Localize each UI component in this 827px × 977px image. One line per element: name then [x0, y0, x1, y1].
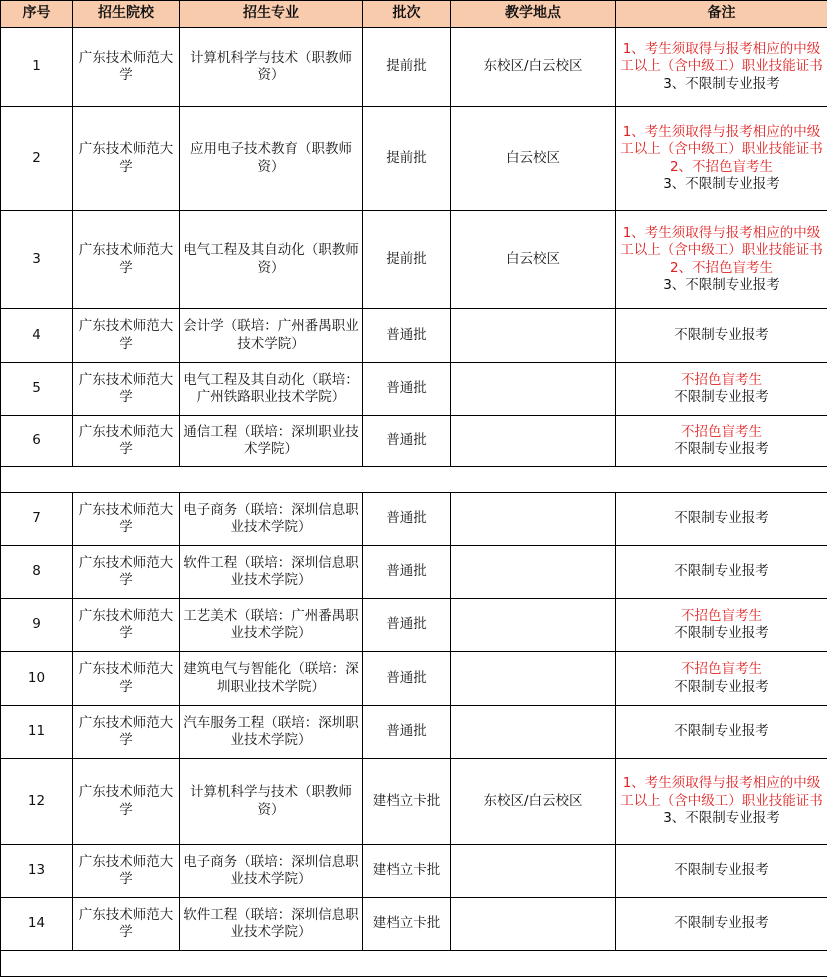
note-line: 不限制专业报考 [674, 326, 769, 343]
note-line: 不限制专业报考 [674, 563, 769, 580]
batch-cell: 普通批 [363, 416, 451, 467]
table-row [1, 599, 827, 652]
note-line: 2、不招色盲考生 [669, 158, 774, 175]
major-cell: 计算机科学与技术（职教师资） [180, 28, 363, 107]
batch-cell: 普通批 [363, 546, 451, 599]
table-row [1, 759, 827, 845]
notes-cell [616, 652, 827, 706]
table-row [1, 107, 827, 211]
note-line: 不限制专业报考 [674, 625, 769, 641]
major-cell: 工艺美术（联培：广州番禺职业技术学院） [180, 599, 363, 652]
school-cell: 广东技术师范大学 [73, 599, 180, 652]
notes-cell [616, 107, 827, 211]
location-cell: 东校区/白云校区 [451, 28, 616, 107]
empty-cell [1, 951, 827, 977]
table-row [1, 28, 827, 107]
note-line: 1、考生须取得与报考相应的中级工以上（含中级工）职业技能证书 [620, 775, 823, 809]
row-number: 5 [1, 363, 73, 416]
notes-cell [616, 759, 827, 845]
location-cell [451, 493, 616, 546]
note-line: 不限制专业报考 [674, 678, 769, 695]
row-number: 1 [1, 28, 73, 107]
notes-cell [616, 416, 827, 467]
major-cell: 电子商务（联培：深圳信息职业技术学院） [180, 493, 363, 546]
batch-cell: 普通批 [363, 363, 451, 416]
batch-cell: 提前批 [363, 28, 451, 107]
batch-cell: 普通批 [363, 309, 451, 363]
school-cell: 广东技术师范大学 [73, 211, 180, 309]
major-cell: 软件工程（联培：深圳信息职业技术学院） [180, 898, 363, 951]
major-cell: 建筑电气与智能化（联培：深圳职业技术学院） [180, 652, 363, 706]
notes-cell [616, 493, 827, 546]
notes-cell [616, 28, 827, 107]
row-number: 3 [1, 211, 73, 309]
major-cell: 会计学（联培：广州番禺职业技术学院） [180, 309, 363, 363]
major-cell: 电气工程及其自动化（联培：广州铁路职业技术学院） [180, 363, 363, 416]
school-cell: 广东技术师范大学 [73, 546, 180, 599]
school-cell: 广东技术师范大学 [73, 493, 180, 546]
note-line: 不招色盲考生 [681, 371, 762, 388]
note-line: 不招色盲考生 [681, 607, 762, 624]
row-number: 9 [1, 599, 73, 652]
batch-cell: 建档立卡批 [363, 759, 451, 845]
major-cell: 汽车服务工程（联培：深圳职业技术学院） [180, 706, 363, 759]
batch-cell: 提前批 [363, 211, 451, 309]
table-row [1, 706, 827, 759]
note-line: 1、考生须取得与报考相应的中级工以上（含中级工）职业技能证书 [620, 40, 823, 75]
notes-cell [616, 599, 827, 652]
major-cell: 电气工程及其自动化（职教师资） [180, 211, 363, 309]
batch-cell: 普通批 [363, 493, 451, 546]
table-row [1, 309, 827, 363]
note-line: 3、不限制专业报考 [663, 176, 780, 192]
header-no: 序号 [1, 1, 73, 28]
row-number: 10 [1, 652, 73, 706]
table-row [1, 652, 827, 706]
note-line: 2、不招色盲考生 [669, 259, 774, 276]
batch-cell: 建档立卡批 [363, 898, 451, 951]
location-cell [451, 706, 616, 759]
table-row [1, 898, 827, 951]
notes-cell [616, 898, 827, 951]
location-cell [451, 599, 616, 652]
school-cell: 广东技术师范大学 [73, 898, 180, 951]
header-school: 招生院校 [73, 1, 180, 28]
table-row [1, 845, 827, 898]
major-cell: 电子商务（联培：深圳信息职业技术学院） [180, 845, 363, 898]
notes-cell [616, 546, 827, 599]
note-line: 1、考生须取得与报考相应的中级工以上（含中级工）职业技能证书 [620, 224, 823, 258]
note-line: 不限制专业报考 [674, 389, 769, 405]
notes-cell [616, 706, 827, 759]
header-major: 招生专业 [180, 1, 363, 28]
major-cell: 软件工程（联培：深圳信息职业技术学院） [180, 546, 363, 599]
header-batch: 批次 [363, 1, 451, 28]
note-line: 3、不限制专业报考 [663, 277, 780, 293]
location-cell [451, 309, 616, 363]
row-number: 4 [1, 309, 73, 363]
school-cell: 广东技术师范大学 [73, 759, 180, 845]
school-cell: 广东技术师范大学 [73, 309, 180, 363]
header-notes: 备注 [616, 1, 827, 28]
note-line: 不招色盲考生 [681, 661, 762, 677]
table-row [1, 416, 827, 467]
notes-cell [616, 845, 827, 898]
location-cell [451, 416, 616, 467]
notes-cell [616, 363, 827, 416]
table-row [1, 546, 827, 599]
location-cell [451, 652, 616, 706]
location-cell [451, 898, 616, 951]
location-cell [451, 546, 616, 599]
row-number: 7 [1, 493, 73, 546]
batch-cell: 普通批 [363, 599, 451, 652]
row-number: 12 [1, 759, 73, 845]
table-row [1, 493, 827, 546]
row-number: 8 [1, 546, 73, 599]
location-cell: 白云校区 [451, 211, 616, 309]
note-line: 不招色盲考生 [681, 423, 762, 440]
header-location: 教学地点 [451, 1, 616, 28]
batch-cell: 普通批 [363, 706, 451, 759]
school-cell: 广东技术师范大学 [73, 363, 180, 416]
location-cell: 东校区/白云校区 [451, 759, 616, 845]
major-cell: 应用电子技术教育（职教师资） [180, 107, 363, 211]
note-line: 不限制专业报考 [674, 915, 769, 932]
row-number: 6 [1, 416, 73, 467]
table-row [1, 363, 827, 416]
school-cell: 广东技术师范大学 [73, 652, 180, 706]
note-line: 不限制专业报考 [674, 862, 769, 879]
table-row [1, 211, 827, 309]
empty-row [1, 467, 827, 493]
school-cell: 广东技术师范大学 [73, 416, 180, 467]
row-number: 14 [1, 898, 73, 951]
empty-row [1, 951, 827, 977]
note-line: 不限制专业报考 [674, 723, 769, 740]
notes-cell [616, 309, 827, 363]
empty-cell [1, 467, 827, 493]
row-number: 2 [1, 107, 73, 211]
table-body [1, 28, 827, 977]
batch-cell: 普通批 [363, 652, 451, 706]
school-cell: 广东技术师范大学 [73, 107, 180, 211]
major-cell: 计算机科学与技术（职教师资） [180, 759, 363, 845]
note-line: 3、不限制专业报考 [663, 810, 780, 827]
row-number: 13 [1, 845, 73, 898]
note-line: 不限制专业报考 [674, 441, 769, 457]
batch-cell: 提前批 [363, 107, 451, 211]
school-cell: 广东技术师范大学 [73, 706, 180, 759]
batch-cell: 建档立卡批 [363, 845, 451, 898]
note-line: 1、考生须取得与报考相应的中级工以上（含中级工）职业技能证书 [620, 123, 823, 157]
location-cell [451, 845, 616, 898]
note-line: 不限制专业报考 [674, 510, 769, 527]
school-cell: 广东技术师范大学 [73, 28, 180, 107]
note-line: 3、不限制专业报考 [663, 75, 780, 92]
location-cell: 白云校区 [451, 107, 616, 211]
notes-cell [616, 211, 827, 309]
header-row [1, 1, 827, 28]
major-cell: 通信工程（联培：深圳职业技术学院） [180, 416, 363, 467]
school-cell: 广东技术师范大学 [73, 845, 180, 898]
row-number: 11 [1, 706, 73, 759]
location-cell [451, 363, 616, 416]
